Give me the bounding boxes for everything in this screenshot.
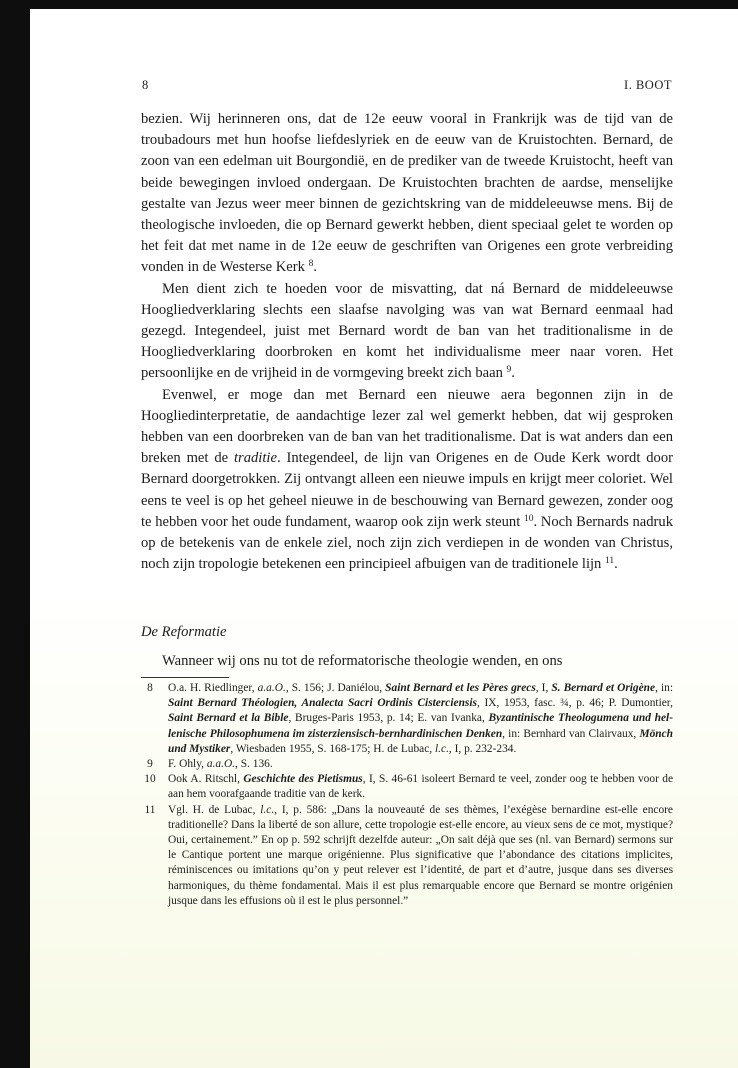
paragraph-1: bezien. Wij herinneren ons, dat de 12e eeuw vooral in Frankrijk was de tijd van de troubadours met hun hoofse liefdeslyriek en de eeuw van de Kruistochten. Bernard, de zoon van een edelman uit Bourgondië, en de prediker van de tweede Kruistocht, heeft van beide bewegingen invloed ondergaan. De Kruistochten brachten de aardse, menselijke gestalte van Jezus weer meer binnen de gezichtskring van de middeleeuwse mens. Bij de theologische invloeden, die op Bernard gewerkt hebben, dient speciaal gelet te worden op het feit dat met name in de 12e eeuw de geschriften van Origenes een grote verbreiding vonden in de Westerse Kerk $^8$. xyxy=(141,111,673,276)
footnote-ref-8[interactable]: 8 xyxy=(308,259,314,270)
footnote-9: 9 F. Ohly, a.a.O., S. 136. xyxy=(141,757,673,772)
running-title: I. BOOT xyxy=(624,78,672,92)
footnote-11: 11 Vgl. H. de Lubac, l.c., I, p. 586: „Dans la nouveauté de ses thèmes, l’exégèse bernardine est-elle encore traditionelle? Dans la liberté de son allure, cette tropologie est-elle encore, au vieux sens de ce mot, mystique? Oui, certainement.” En op p. 592 schrijft dezelfde auteur: „On sait déjà que ses (nl. van Bernard) sermons sur le Cantique portent une marque origénienne. Plus significative que l’abondance des citations implicites, réminiscences ou imitations qu’on y peut relever est l’identité, de part et d’autre, jusque dans ses diverses harmoniques, du thème fondamental. Mais il est plus remarquable encore que Bernard se montre origénien jusque dans les effusions où il est le plus personnel.” xyxy=(141,803,673,909)
section-text: Wanneer wij ons nu tot de reformatorische theologie wenden, en ons xyxy=(162,653,563,669)
page-number: 8 xyxy=(142,78,149,92)
running-head xyxy=(142,78,672,98)
footnote-8: 8 O.a. H. Riedlinger, a.a.O., S. 156; J. Daniélou, Saint Bernard et les Pères grecs, I, S. Bernard et Origène, in: Saint Bernard Théologien, Analecta Sacri Ordinis Cisterciensis, IX, 1953, fasc. ¾, p. 46; P. Dumontier, Saint Bernard et la Bible, Bruges-Paris 1953, p. 14; E. van Ivanka, Byzantinische Theologumena und hellenische Philosophumena im zisterziensisch-bernhardinischen Denken, in: Bernhard van Clairvaux, Mönch und Mystiker, Wiesbaden 1955, S. 168-175; H. de Lubac, l.c., I, p. 232-234. xyxy=(141,681,673,757)
paragraph-3: Evenwel, er moge dan met Bernard een nieuwe aera begonnen zijn in de Hoogliedinterpretatie, de aandachtige lezer zal wel gemerkt hebben, dat wij gesproken hebben van een doorbreken van de ban van het traditionalisme. Dat is wat anders dan een breken met de traditie. Integendeel, de lijn van Origenes en de Oude Kerk wordt door Bernard doorgetrokken. Zij ontvangt alleen een nieuwe impuls en krijgt meer coloriet. Wel eens te veel is op het geheel nieuwe in de beschouwing van Bernard gewezen, zonder oog te hebben voor het oude fundament, waarop ook zijn werk steunt $^{10}$. Noch Bernards nadruk op de betekenis van de enkele ziel, noch zijn zich verdiepen in de wonden van Christus, noch zijn tropologie betekenen een principieel afbuigen van de traditionele lijn $^{11}$. xyxy=(141,386,673,573)
footnote-ref-11[interactable]: 11 xyxy=(605,556,615,567)
scan-border-top xyxy=(0,0,738,9)
paragraph-2: Men dient zich te hoeden voor de misvatting, dat ná Bernard de middeleeuwse Hoogliedverklaring slechts een slaafse navolging was van wat Bernard eenmaal had gezegd. Integendeel, juist met Bernard wordt de ban van het traditionalisme in de Hoogliedverklaring doorbroken en komt het individualisme meer naar voren. Het persoonlijke en de vrijheid in de vormgeving breekt zich baan $^9$. xyxy=(141,280,673,382)
footnotes xyxy=(141,681,673,909)
body-text xyxy=(141,109,673,575)
footnote-number: 8 xyxy=(147,682,153,694)
scan-border-left xyxy=(0,0,30,1068)
emphasis-traditie: traditie xyxy=(233,450,277,467)
footnote-number: 9 xyxy=(147,758,153,771)
footnote-number: 10 xyxy=(144,773,156,786)
footnote-10: 10 Ook A. Ritschl, Geschichte des Pietismus, I, S. 46-61 isoleert Bernard te veel, zonder oog te hebben voor de aan hem voorafgaande traditie van de kerk. xyxy=(141,772,673,802)
footnote-number: 11 xyxy=(144,803,156,816)
footnote-divider xyxy=(141,677,229,678)
footnote-ref-9[interactable]: 9 xyxy=(506,365,512,376)
section-heading: De Reformatie xyxy=(141,624,227,640)
footnote-ref-10[interactable]: 10 xyxy=(523,513,534,524)
